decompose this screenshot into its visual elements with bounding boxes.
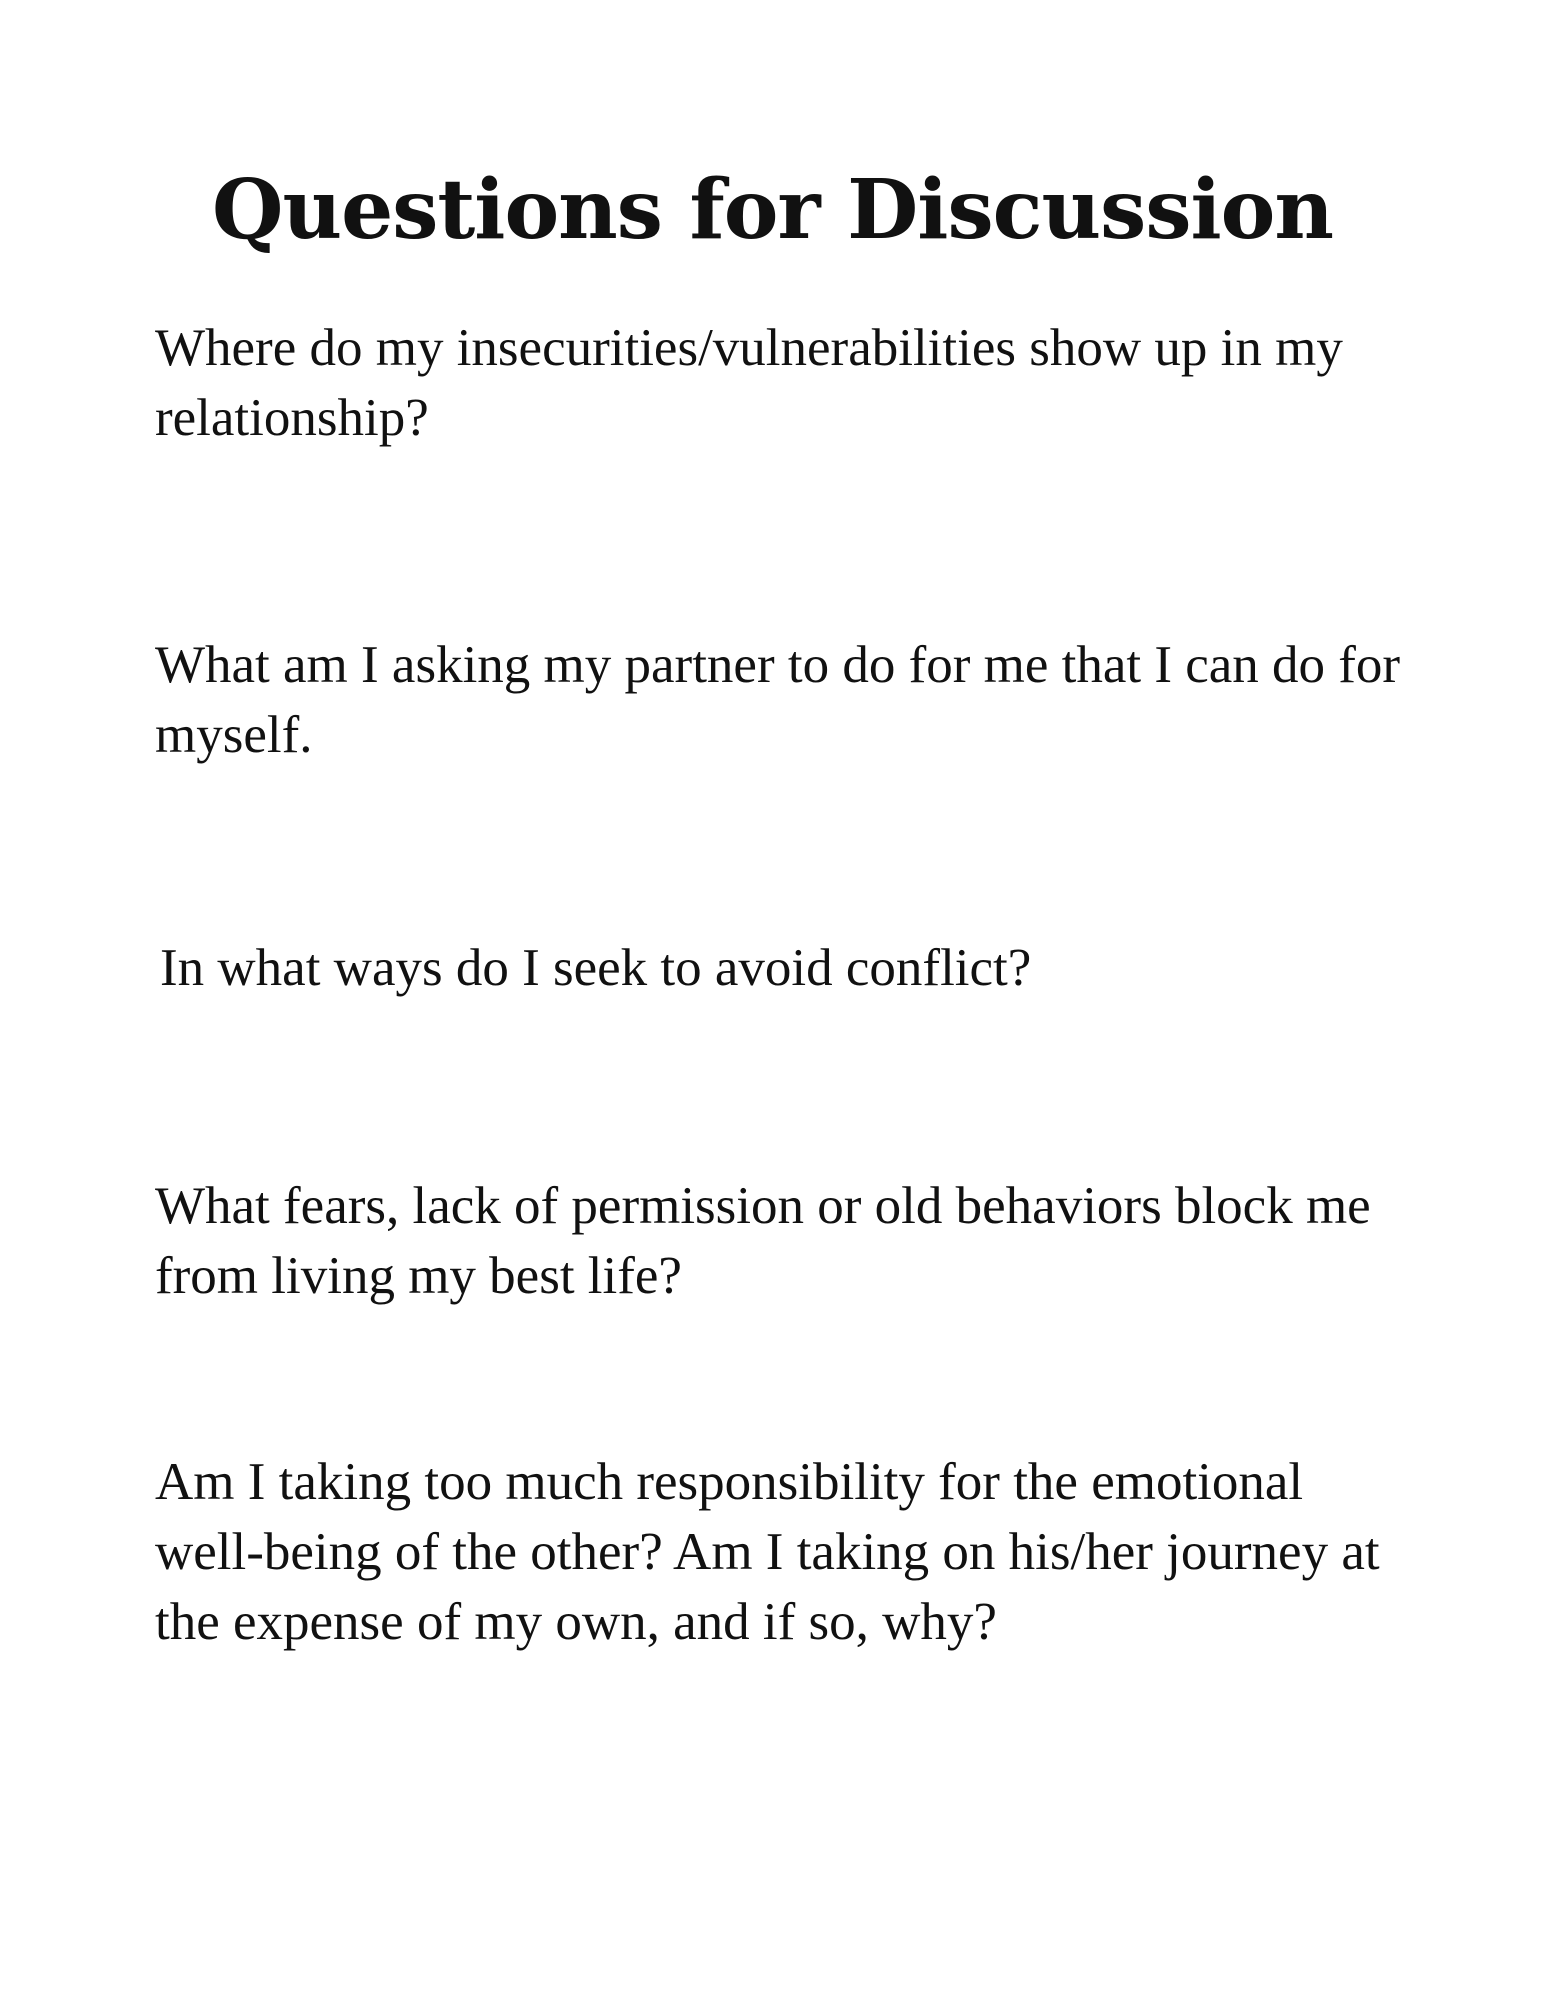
question-5: Am I taking too much responsibility for the emotional well-being of the other? Am I taking on his/her journey at the expense of my own, and if so, why? [155,1453,1380,1651]
question-4: What fears, lack of permission or old behaviors block me from living my best life? [155,1177,1371,1305]
question-1: Where do my insecurities/vulnerabilities show up in my relationship? [155,319,1343,447]
question-2: What am I asking my partner to do for me that I can do for myself. [155,636,1401,764]
question-3: In what ways do I seek to avoid conflict? [160,939,1032,997]
page-title: Questions for Discussion [212,162,1333,258]
